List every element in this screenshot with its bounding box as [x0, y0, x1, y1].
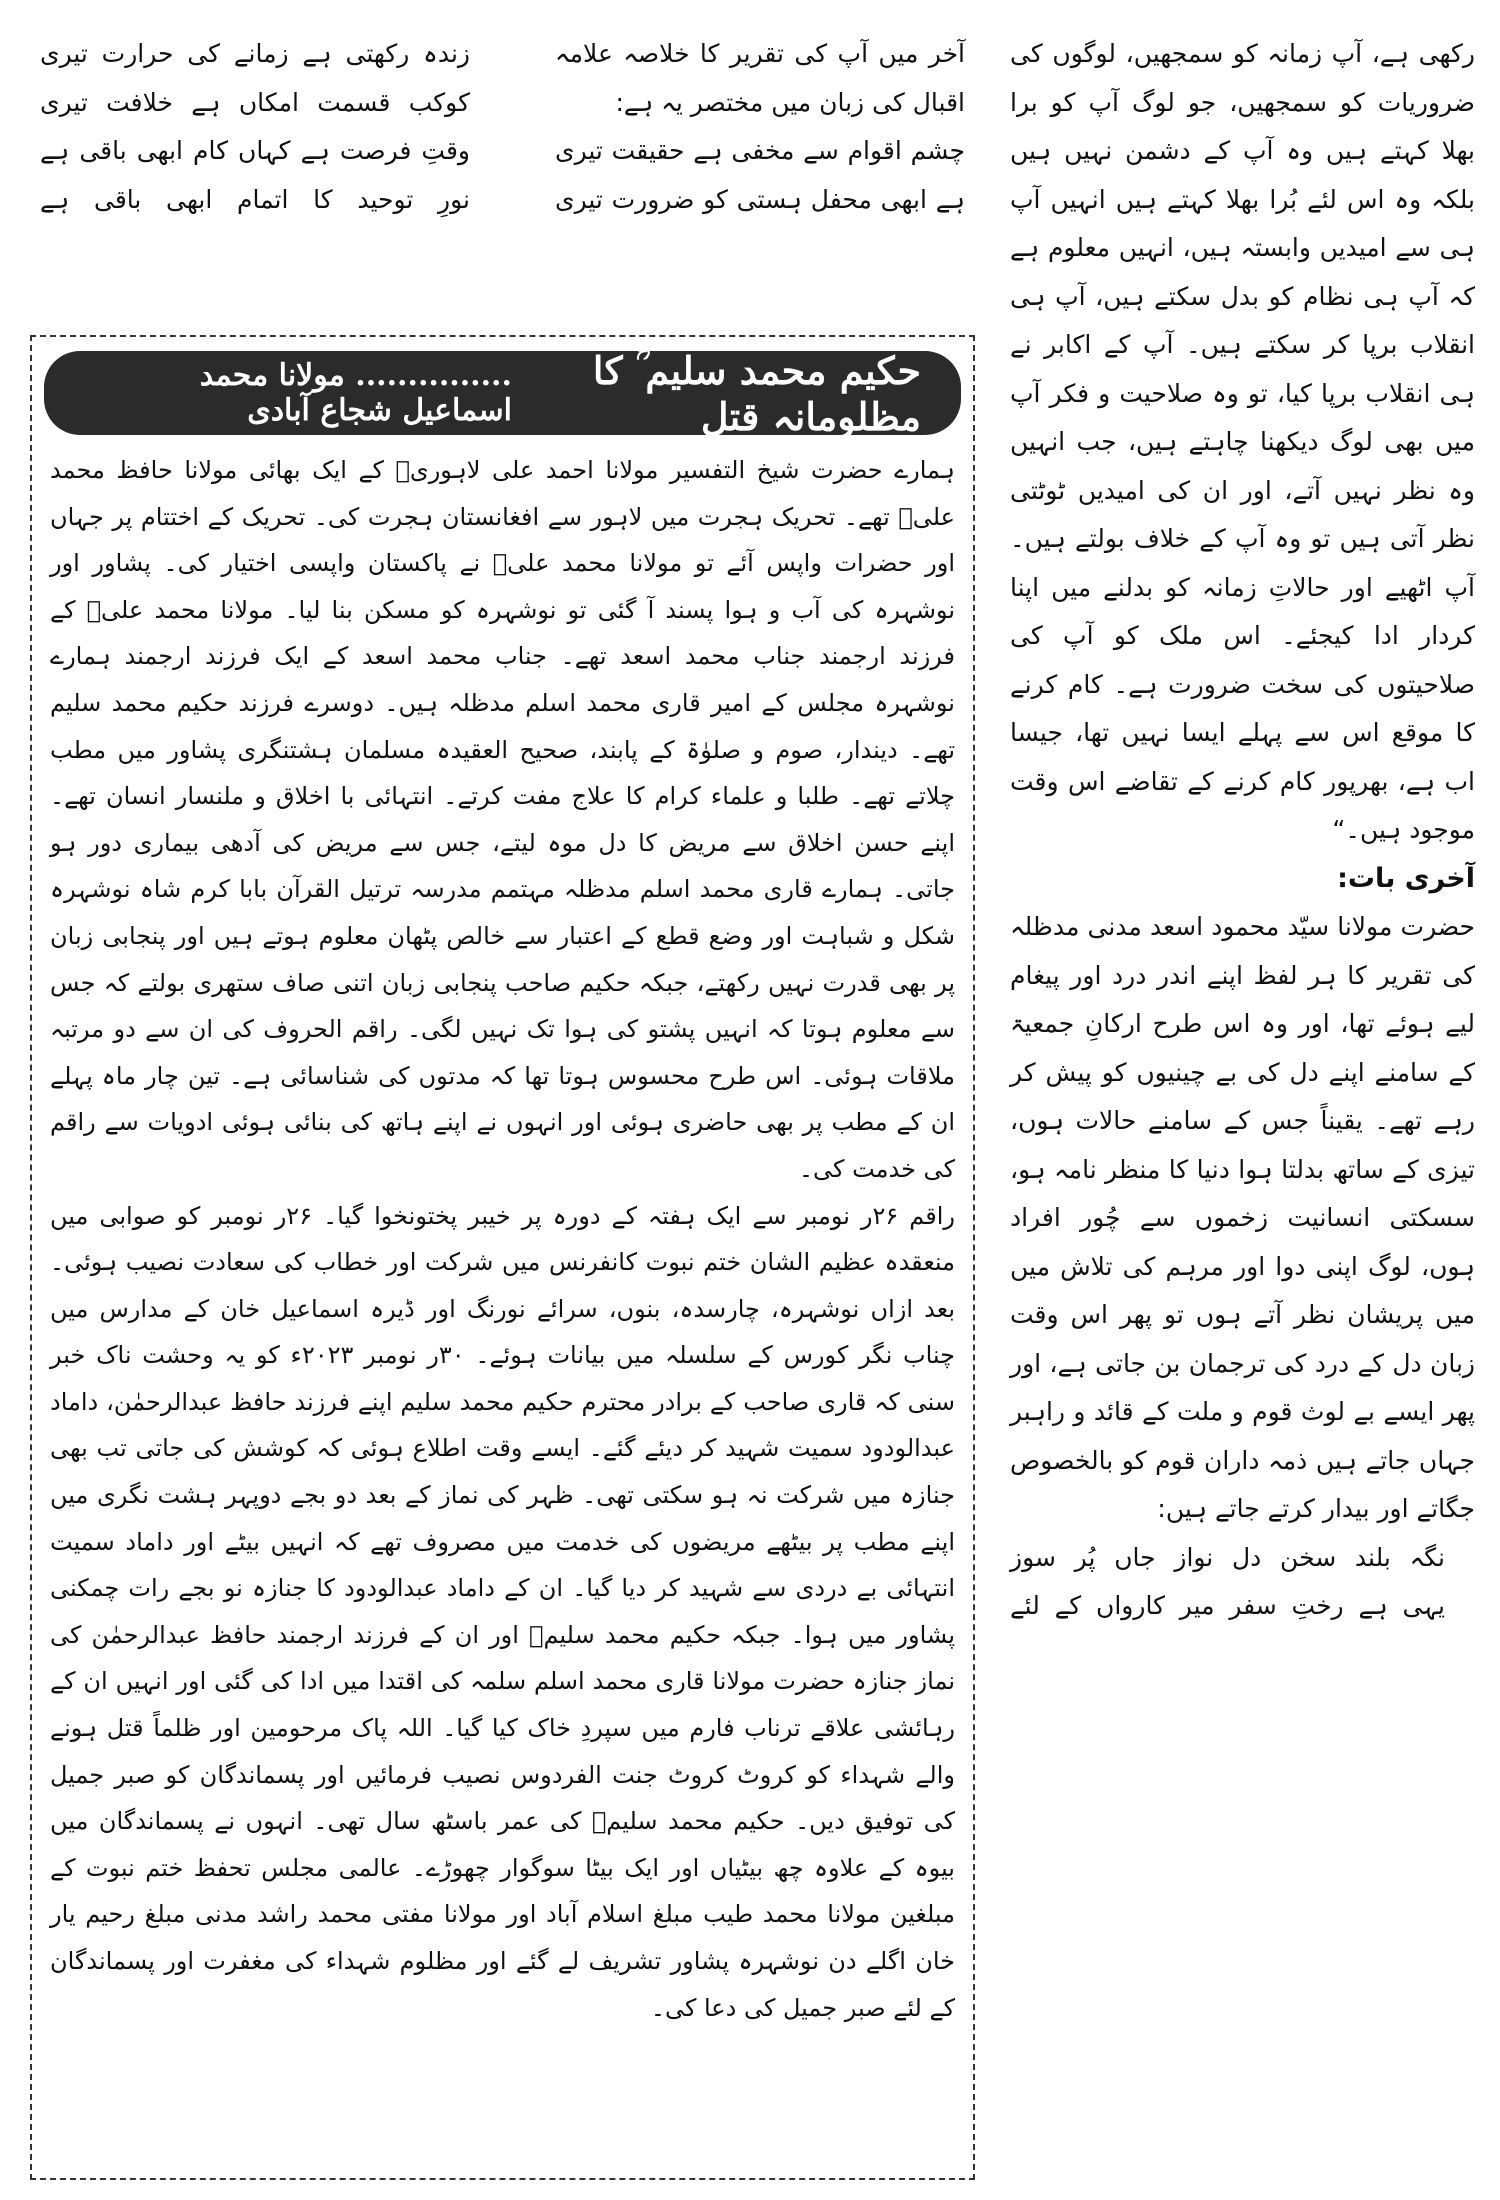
middle-intro: آخر میں آپ کی تقریر کا خلاصہ علامہ اقبال کی زبان میں مختصر یہ ہے: [555, 39, 965, 117]
right-paragraph-1: رکھی ہے، آپ زمانہ کو سمجھیں، لوگوں کی ضروریات کو سمجھیں، جو لوگ آپ کو برا بھلا کہتے ہیں وہ آپ کے دشمن نہیں ہیں بلکہ وہ اس لئے بُرا بھلا کہتے ہیں انہیں آپ ہی سے امیدیں وابستہ ہیں، انہیں معلوم ہے کہ آپ ہی نظام کو بدل سکتے ہیں، آپ ہی انقلاب برپا کر سکتے ہیں۔ آپ کے اکابر نے ہی انقلاب برپا کیا، تو وہ صلاحیت و فکر آپ میں بھی لوگ دیکھنا چاہتے ہیں، جب انہیں وہ نظر نہیں آتے، اور ان کی امیدیں ٹوٹتی نظر آتی ہیں تو وہ آپ کے خلاف بولتے ہیں۔ آپ اٹھیے اور حالاتِ زمانہ کو بدلنے میں اپنا کردار ادا کیجئے۔ اس ملک کو آپ کی صلاحیتوں کی سخت ضرورت ہے۔ کام کرنے کا موقع اس سے پہلے ایسا نہیں تھا، جیسا اب ہے، بھرپور کام کرنے کے تقاضے اس وقت موجود ہیں۔“ [1010, 39, 1475, 844]
right-verse-2: یہی ہے رختِ سفر میر کارواں کے لئے [1010, 1591, 1445, 1620]
left-top-column [40, 30, 470, 224]
middle-top-column [555, 30, 965, 224]
article-author: ............... مولانا محمد اسماعیل شجاع آبادی [199, 358, 512, 428]
article-banner [44, 347, 961, 439]
right-verse-1: نگہ بلند سخن دل نواز جاں پُر سوز [1010, 1542, 1445, 1572]
article-title: حکیم محمد سلیم ؒ کا مظلومانہ قتل [592, 347, 921, 439]
middle-verse-2: ہے ابھی محفل ہستی کو ضرورت تیری [555, 184, 965, 214]
article-paragraph-2: راقم ۲۶ر نومبر سے ایک ہفتہ کے دورہ پر خیبر پختونخوا گیا۔ ۲۶ر نومبر کو صوابی میں منعقدہ عظیم الشان ختم نبوت کانفرنس میں شرکت اور خطاب کی سعادت نصیب ہوئی۔ بعد ازاں نوشہرہ، چارسدہ، بنوں، سرائے نورنگ اور ڈیرہ اسماعیل خان کے مدارس میں چناب نگر کورس کے سلسلہ میں بیانات ہوئے۔ ۳۰ر نومبر ۲۰۲۳ء کو یہ وحشت ناک خبر سنی کہ قاری صاحب کے برادر محترم حکیم محمد سلیم اپنے فرزند حافظ عبدالرحمٰن، داماد عبدالودود سمیت شہید کر دیئے گئے۔ ایسے وقت اطلاع ہوئی کہ کوشش کی جاتی تب بھی جنازہ میں شرکت نہ ہو سکتی تھی۔ ظہر کی نماز کے بعد دو بجے دوپہر ہشت نگری میں اپنے مطب پر بیٹھے مریضوں کی خدمت میں مصروف تھے کہ انہیں بیٹے اور داماد سمیت انتہائی بے دردی سے شہید کر دیا گیا۔ ان کے داماد عبدالودود کا جنازہ نو بجے رات چمکنی پشاور میں ہوا۔ جبکہ حکیم محمد سلیمؒ اور ان کے فرزند ارجمند حافظ عبدالرحمٰن کی نماز جنازہ حضرت مولانا قاری محمد اسلم سلمہ کی اقتدا میں ادا کی گئی اور انہیں ان کے رہائشی علاقے ترناب فارم میں سپردِ خاک کیا گیا۔ اللہ پاک مرحومین اور ظلماً قتل ہونے والے شہداء کو کروٹ کروٹ جنت الفردوس نصیب فرمائیں اور پسماندگان کو صبر جمیل کی توفیق دیں۔ حکیم محمد سلیمؒ کی عمر باسٹھ سال تھی۔ انہوں نے پسماندگان میں بیوہ کے علاوہ چھ بیٹیاں اور ایک بیٹا سوگوار چھوڑے۔ عالمی مجلس تحفظ ختم نبوت کے مبلغین مولانا محمد طیب مبلغ اسلام آباد اور مولانا مفتی محمد راشد مدنی مبلغ رحیم یار خان اگلے دن نوشہرہ پشاور تشریف لے گئے اور مظلوم شہداء کی مغفرت اور پسماندگان کے لئے صبر جمیل کی دعا کی۔ [50, 1201, 955, 2022]
article-box [30, 335, 975, 2180]
right-column [1010, 30, 1475, 1631]
middle-verse-1: چشم اقوام سے مخفی ہے حقیقت تیری [555, 136, 965, 165]
article-paragraph-1: ہمارے حضرت شیخ التفسیر مولانا احمد علی لاہوریؒ کے ایک بھائی مولانا حافظ محمد علیؒ تھے۔ تحریک ہجرت میں لاہور سے افغانستان ہجرت کی۔ تحریک کے اختتام پر جہاں اور حضرات واپس آئے تو مولانا محمد علیؒ نے پاکستان واپسی اختیار کی۔ پشاور اور نوشہرہ کی آب و ہوا پسند آ گئی تو نوشہرہ کو مسکن بنا لیا۔ مولانا محمد علیؒ کے فرزند ارجمند جناب محمد اسعد تھے۔ جناب محمد اسعد کے ایک فرزند ارجمند ہمارے نوشہرہ مجلس کے امیر قاری محمد اسلم مدظلہ ہیں۔ دوسرے فرزند حکیم محمد سلیم تھے۔ دیندار، صوم و صلوٰۃ کے پابند، صحیح العقیدہ مسلمان ہشتنگری پشاور میں مطب چلاتے تھے۔ طلبا و علماء کرام کا علاج مفت کرتے۔ انتہائی با اخلاق و ملنسار انسان تھے۔ اپنے حسن اخلاق سے مریض کا دل موہ لیتے، جس سے مریض کی آدھی بیماری دور ہو جاتی۔ ہمارے قاری محمد اسلم مدظلہ مہتمم مدرسہ ترتیل القرآن بابا کرم شاہ نوشہرہ شکل و شباہت اور وضع قطع کے اعتبار سے خالص پٹھان معلوم ہوتے ہیں اور پنجابی زبان پر بھی قدرت نہیں رکھتے، جبکہ حکیم صاحب پنجابی زبان اتنی صاف ستھری بولتے کہ جس سے معلوم ہوتا کہ انہیں پشتو کی ہوا تک نہیں لگی۔ راقم الحروف کی ان سے دو مرتبہ ملاقات ہوئی۔ اس طرح محسوس ہوتا تھا کہ مدتوں کی شناسائی ہے۔ تین چار ماہ پہلے ان کے مطب پر بھی حاضری ہوئی اور انہوں نے اپنے ہاتھ کی بنائی ہوئی ادویات سے راقم کی خدمت کی۔ [50, 456, 955, 1183]
left-verse-2: کوکب قسمت امکاں ہے خلافت تیری [40, 87, 470, 117]
left-verse-1: زندہ رکھتی ہے زمانے کی حرارت تیری [40, 39, 470, 68]
right-paragraph-2: حضرت مولانا سیّد محمود اسعد مدنی مدظلہ کی تقریر کا ہر لفظ اپنے اندر درد اور پیغام لیے ہوئے تھا، اور وہ اس طرح ارکانِ جمعیۃ کے سامنے اپنے دل کی بے چینیوں کو پیش کر رہے تھے۔ یقیناً جس کے سامنے حالات ہوں، تیزی کے ساتھ بدلتا ہوا دنیا کا منظر نامہ ہو، سسکتی انسانیت زخموں سے چُور افراد ہوں، لوگ اپنی دوا اور مرہم کی تلاش میں میں پریشان نظر آتے ہوں تو پھر اس وقت زبان دل کے درد کی ترجمان بن جاتی ہے، اور پھر ایسے بے لوث قوم و ملت کے قائد و راہبر جہاں جاتے ہیں ذمہ داران قوم کو بالخصوص جگاتے اور بیدار کرتے جاتے ہیں: [1010, 912, 1476, 1523]
left-verse-3: وقتِ فرصت ہے کہاں کام ابھی باقی ہے [40, 136, 470, 165]
right-heading: آخری بات: [1337, 862, 1475, 894]
left-verse-4: نورِ توحید کا اتمام ابھی باقی ہے [40, 184, 470, 214]
article-body [50, 447, 955, 2031]
right-poem [1010, 1534, 1475, 1631]
